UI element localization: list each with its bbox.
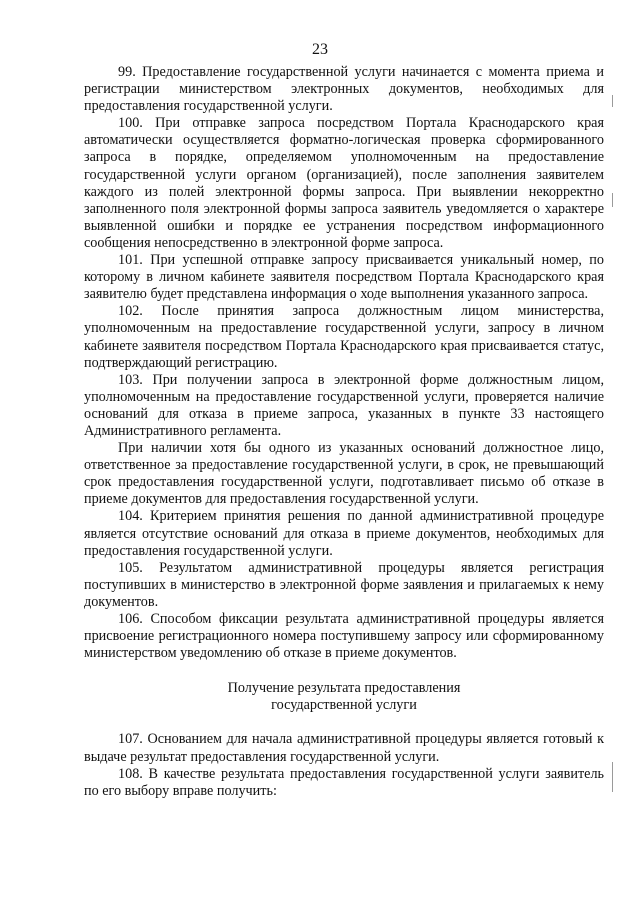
scan-margin-mark bbox=[612, 193, 613, 207]
document-body bbox=[84, 64, 604, 800]
paragraph-107: 107. Основанием для начала административной процедуры является готовый к выдаче результат предоставления государственной услуги. bbox=[84, 731, 604, 765]
page-number: 23 bbox=[312, 41, 328, 58]
section-heading-line-1: Получение результата предоставления bbox=[227, 680, 461, 697]
section-heading bbox=[84, 680, 604, 714]
paragraph-102: 102. После принятия запроса должностным лицом министерства, уполномоченным на предоставление государственной услуги, запросу в личном кабинете заявителя посредством Портала Краснодарского края присваивается статус, подтверждающий регистрацию. bbox=[84, 303, 604, 371]
paragraph-103: 103. При получении запроса в электронной форме должностным лицом, уполномоченным на предоставление государственной услуги, проверяется наличие оснований для отказа в приеме запроса, указанных в пункте 33 настоящего Административного регламента. bbox=[84, 371, 604, 439]
paragraph-99: 99. Предоставление государственной услуги начинается с момента приема и регистрации министерством электронных документов, необходимых для предоставления государственной услуги. bbox=[84, 64, 604, 115]
paragraph-103-continued: При наличии хотя бы одного из указанных оснований должностное лицо, ответственное за предоставление государственной услуги, в срок, не превышающий срок предоставления государственной услуги, подготавливает письмо об отказе в приеме документов для предоставления государственной услуги. bbox=[84, 440, 604, 508]
paragraph-104: 104. Критерием принятия решения по данной административной процедуре является отсутствие оснований для отказа в приеме документов, необходимых для предоставления государственной услуги. bbox=[84, 508, 604, 559]
paragraph-100: 100. При отправке запроса посредством Портала Краснодарского края автоматически осуществляется форматно-логическая проверка сформированного запроса в порядке, определяемом уполномоченным на предоставление государственной услуги органом (организацией), после заполнения заявителем каждого из полей электронной формы запроса. При выявлении некорректно заполненного поля электронной формы запроса заявитель уведомляется о характере выявленной ошибки и порядке ее устранения посредством информационного сообщения непосредственно в электронной форме запроса. bbox=[84, 115, 604, 251]
paragraph-105: 105. Результатом административной процедуры является регистрация поступивших в министерство в электронной форме заявления и прилагаемых к нему документов. bbox=[84, 559, 604, 610]
section-heading-line-2: государственной услуги bbox=[271, 697, 417, 714]
scan-margin-mark bbox=[612, 95, 613, 107]
paragraph-106: 106. Способом фиксации результата административной процедуры является присвоение регистрационного номера поступившему запросу или сформированному министерством уведомлению об отказе в приеме документов. bbox=[84, 611, 604, 662]
paragraph-108: 108. В качестве результата предоставления государственной услуги заявитель по его выбору вправе получить: bbox=[84, 765, 604, 799]
scan-margin-mark bbox=[612, 762, 613, 792]
paragraph-101: 101. При успешной отправке запросу присваивается уникальный номер, по которому в личном кабинете заявителя посредством Портала Краснодарского края заявителю будет представлена информация о ходе выполнения указанного запроса. bbox=[84, 252, 604, 303]
